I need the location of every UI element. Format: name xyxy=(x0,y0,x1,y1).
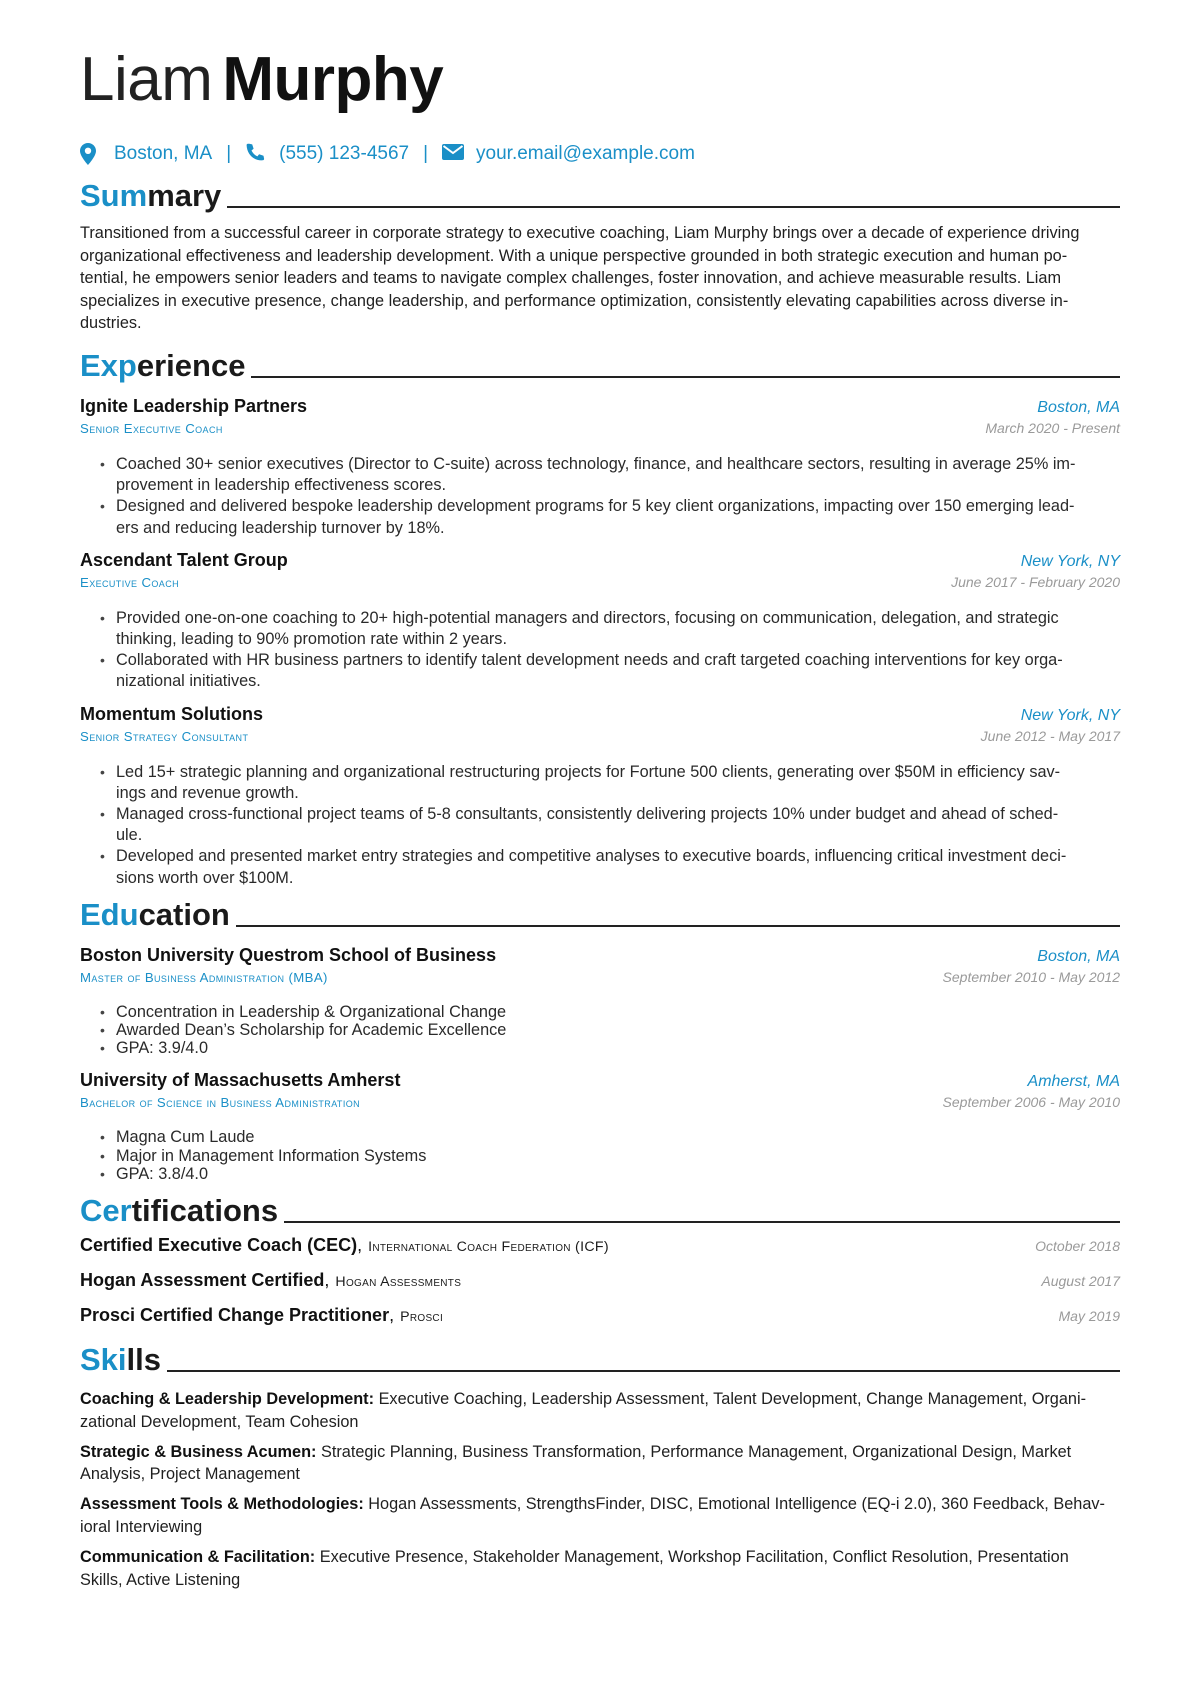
school-name: Boston University Questrom School of Business xyxy=(80,944,497,965)
heading-rule xyxy=(167,1370,1120,1372)
job-location: New York, NY xyxy=(1020,706,1120,724)
contact-separator: | xyxy=(226,143,232,164)
heading-rest: erience xyxy=(136,347,246,383)
bullet-item: • GPA: 3.8/4.0 xyxy=(100,1164,209,1183)
bullet-item: • Coached 30+ senior executives (Director to C-suite) across technology, finance, and healthcare sectors, resulting in average 25% im- provement in leadership effectiveness scores. xyxy=(100,454,1076,495)
contact-separator: | xyxy=(423,143,429,164)
bullet-item: • Awarded Dean’s Scholarship for Academic Excellence xyxy=(100,1021,507,1040)
heading-rest: tifications xyxy=(131,1193,279,1229)
school-dates: September 2010 - May 2012 xyxy=(942,968,1120,985)
resume-page xyxy=(80,38,1120,1599)
bullet-list xyxy=(80,454,1120,539)
last-name: Murphy xyxy=(222,45,444,114)
bullet-item: • Provided one-on-one coaching to 20+ high-potential managers and directors, focusing on communication, delegation, and strategic thinking, leading to 90% promotion rate within 2 years. xyxy=(100,608,1059,648)
heading-accent: Cer xyxy=(80,1193,132,1229)
bullet-item: • Concentration in Leadership & Organizational Change xyxy=(100,1002,507,1021)
map-pin-icon xyxy=(80,143,102,165)
contact-email[interactable] xyxy=(442,143,695,165)
skill-category: Assessment Tools & Methodologies: xyxy=(80,1495,364,1514)
cert-issuer: International Coach Federation (ICF) xyxy=(368,1239,609,1256)
email-link[interactable]: your.email@example.com xyxy=(476,143,695,164)
skills-list xyxy=(80,1388,1120,1591)
heading-accent: Edu xyxy=(80,896,139,932)
skill-category: Communication & Facilitation: xyxy=(80,1548,316,1567)
heading-rule xyxy=(236,925,1120,927)
section-summary-heading xyxy=(80,178,1120,214)
skill-items: Strategic Planning, Business Transformation, Performance Management, Organizational Design, Market xyxy=(320,1442,1072,1461)
skill-items: zational Development, Team Cohesion xyxy=(80,1412,359,1431)
education-entry xyxy=(80,1070,1120,1183)
job-title: Senior Executive Coach xyxy=(80,420,223,436)
company-name: Ascendant Talent Group xyxy=(80,549,288,570)
experience-entry xyxy=(80,396,1120,539)
skill-group xyxy=(80,1493,1120,1538)
summary-text xyxy=(80,222,1120,335)
heading-accent: Exp xyxy=(80,347,137,383)
heading-rest: lls xyxy=(126,1342,161,1378)
bullet-list xyxy=(80,1128,1120,1183)
cert-issuer: Prosci xyxy=(400,1309,444,1326)
heading-rule xyxy=(227,206,1120,208)
degree: Master of Business Administration (MBA) xyxy=(80,969,328,985)
location-text: Boston, MA xyxy=(114,143,213,164)
bullet-item: • Collaborated with HR business partners to identify talent development needs and craft targeted coaching interventions for key orga- nizational initiatives. xyxy=(100,651,1063,691)
bullet-list xyxy=(80,608,1120,693)
job-location: Boston, MA xyxy=(1037,398,1120,416)
job-title: Senior Strategy Consultant xyxy=(80,728,249,744)
certifications-list xyxy=(80,1235,1120,1340)
company-name: Momentum Solutions xyxy=(80,703,263,724)
skill-group xyxy=(80,1441,1120,1486)
candidate-name xyxy=(80,38,1120,122)
bullet-item: • Developed and presented market entry strategies and competitive analyses to executive boards, influencing critical investment deci- sions worth over $100M. xyxy=(100,847,1067,887)
bullet-item: • Designed and delivered bespoke leadership development programs for 5 key client organizations, impacting over 150 emerging lead- ers and reducing leadership turnover by 18%. xyxy=(100,497,1075,537)
certification-item: Hogan Assessment Certified, Hogan Assessments August 2017 xyxy=(80,1270,1120,1291)
cert-name: Certified Executive Coach (CEC) xyxy=(80,1235,358,1256)
school-location: Boston, MA xyxy=(1037,947,1120,965)
bullet-list xyxy=(80,762,1120,889)
cert-issuer: Hogan Assessments xyxy=(335,1274,462,1291)
bullet-item: • Led 15+ strategic planning and organizational restructuring projects for Fortune 500 clients, generating over $50M in efficiency sav- ings and revenue growth. xyxy=(100,762,1061,802)
school-dates: September 2006 - May 2010 xyxy=(942,1094,1120,1111)
heading-rest: mary xyxy=(147,178,222,213)
skill-group xyxy=(80,1388,1120,1433)
phone-icon xyxy=(245,143,267,165)
summary-line: organizational effectiveness and leadership development. With a unique perspective grounded in both strategic execution and human po- xyxy=(80,246,1068,265)
phone-text[interactable]: (555) 123-4567 xyxy=(279,143,410,164)
heading-accent: Ski xyxy=(80,1342,127,1378)
certification-item: Certified Executive Coach (CEC), International Coach Federation (ICF) October 2018 xyxy=(80,1235,1120,1256)
job-dates: March 2020 - Present xyxy=(985,419,1120,436)
envelope-icon xyxy=(442,143,464,165)
cert-date: August 2017 xyxy=(1041,1273,1120,1290)
skill-items: Hogan Assessments, StrengthsFinder, DISC, Emotional Intelligence (EQ-i 2.0), 360 Feedback, Behav- xyxy=(368,1495,1105,1514)
heading-rule xyxy=(251,376,1120,378)
bullet-item: • Managed cross-functional project teams of 5-8 consultants, consistently delivering projects 10% under budget and ahead of sched- ule. xyxy=(100,805,1059,845)
experience-entry xyxy=(80,704,1120,889)
summary-line: Transitioned from a successful career in corporate strategy to executive coaching, Liam Murphy brings over a decade of experience driving xyxy=(80,224,1080,242)
school-name: University of Massachusetts Amherst xyxy=(80,1070,401,1091)
skill-category: Strategic & Business Acumen: xyxy=(80,1442,317,1461)
skill-items: Executive Coaching, Leadership Assessment, Talent Development, Change Management, Organi- xyxy=(378,1390,1086,1409)
section-certifications-heading xyxy=(80,1193,1120,1229)
job-dates: June 2017 - February 2020 xyxy=(951,573,1120,590)
heading-accent: Sum xyxy=(80,178,148,213)
skill-category: Coaching & Leadership Development: xyxy=(80,1390,375,1409)
job-title: Executive Coach xyxy=(80,574,179,590)
cert-name: Prosci Certified Change Practitioner xyxy=(80,1305,390,1326)
skill-items: Executive Presence, Stakeholder Management, Workshop Facilitation, Conflict Resolution, Presentation xyxy=(319,1548,1069,1567)
skill-items: ioral Interviewing xyxy=(80,1518,203,1536)
experience-entry xyxy=(80,550,1120,693)
skill-items: Analysis, Project Management xyxy=(80,1465,300,1484)
contact-line xyxy=(80,140,1120,168)
bullet-list xyxy=(80,1003,1120,1058)
section-skills-heading xyxy=(80,1342,1120,1378)
summary-line: dustries. xyxy=(80,314,142,333)
degree: Bachelor of Science in Business Administration xyxy=(80,1095,361,1111)
skill-items: Skills, Active Listening xyxy=(80,1570,241,1589)
certification-item: Prosci Certified Change Practitioner, Prosci May 2019 xyxy=(80,1305,1120,1326)
skill-group xyxy=(80,1546,1120,1591)
bullet-item: • GPA: 3.9/4.0 xyxy=(100,1039,209,1058)
school-location: Amherst, MA xyxy=(1027,1073,1120,1091)
cert-name: Hogan Assessment Certified xyxy=(80,1270,325,1291)
summary-line: tential, he empowers senior leaders and teams to navigate complex challenges, foster innovation, and achieve measurable results. Liam xyxy=(80,269,1062,288)
education-entry xyxy=(80,945,1120,1058)
section-experience-heading xyxy=(80,348,1120,384)
bullet-item: • Magna Cum Laude xyxy=(100,1128,255,1147)
bullet-item: • Major in Management Information Systems xyxy=(100,1146,427,1165)
heading-rule xyxy=(284,1221,1120,1223)
cert-date: May 2019 xyxy=(1058,1308,1120,1325)
cert-date: October 2018 xyxy=(1035,1238,1120,1255)
job-location: New York, NY xyxy=(1020,552,1120,570)
contact-phone[interactable] xyxy=(245,143,409,165)
heading-rest: cation xyxy=(138,896,230,932)
section-education-heading xyxy=(80,897,1120,933)
first-name: Liam xyxy=(80,45,213,114)
job-dates: June 2012 - May 2017 xyxy=(980,727,1120,744)
summary-line: specializes in executive presence, change leadership, and performance optimization, consistently elevating capabilities across diverse in- xyxy=(80,291,1069,310)
contact-location xyxy=(80,143,212,165)
company-name: Ignite Leadership Partners xyxy=(80,395,308,416)
